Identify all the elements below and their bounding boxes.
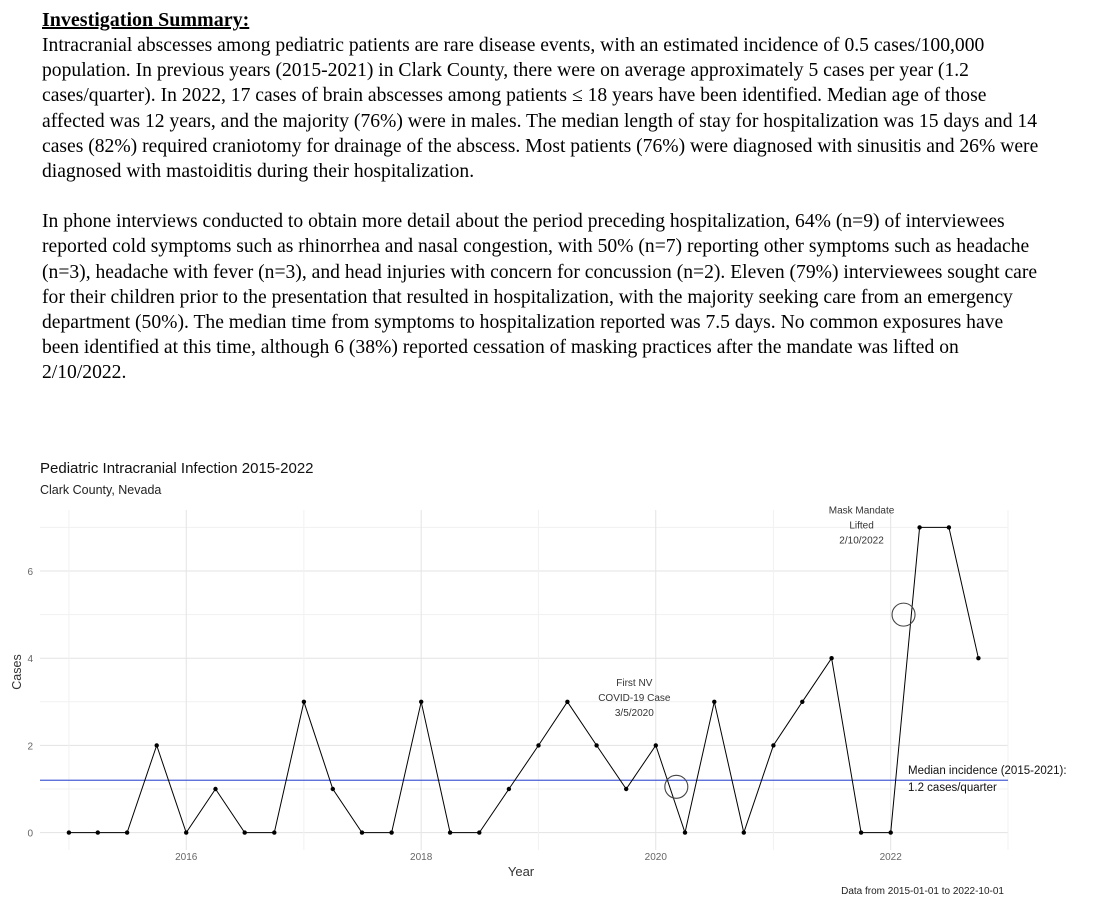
- data-point: [976, 656, 980, 660]
- y-axis-label: Cases: [10, 654, 24, 690]
- summary-heading: Investigation Summary:: [42, 9, 250, 31]
- chart-annotations: [598, 506, 915, 799]
- data-point: [331, 787, 335, 791]
- data-point: [947, 525, 951, 529]
- data-point: [536, 743, 540, 747]
- series-cases: [67, 525, 981, 835]
- data-point: [155, 743, 159, 747]
- data-point: [624, 787, 628, 791]
- data-point: [654, 743, 658, 747]
- x-axis-label: Year: [507, 864, 535, 879]
- data-point: [184, 830, 188, 834]
- y-tick-label: 4: [27, 654, 33, 666]
- x-tick-label: 2016: [175, 852, 198, 863]
- series-line: [69, 527, 979, 832]
- median-label: 1.2 cases/quarter: [908, 782, 997, 794]
- data-point: [889, 830, 893, 834]
- x-tick-label: 2018: [410, 852, 433, 863]
- chart-grid: [40, 510, 1008, 850]
- chart-subtitle: Clark County, Nevada: [40, 483, 162, 497]
- x-tick-label: 2020: [644, 852, 667, 863]
- summary-paragraph-2: In phone interviews conducted to obtain more detail about the period preceding hospitalization, 64% (n=9) of interviewees reported cold symptoms such as rhinorrhea and nasal congestion, with 50% (n=7) reporting other symptoms such as headache (n=3), headache with fever (n=3), and head injuries with concern for concussion (n=2). Eleven (79%) interviewees sought care for their children prior to the presentation that resulted in hospitalization, with the majority seeking care from an emergency department (50%). The median time from symptoms to hospitalization reported was 7.5 days. No common exposures have been identified at this time, although 6 (38%) reported cessation of masking practices after the mandate was lifted on 2/10/2022.: [42, 211, 1038, 384]
- data-point: [96, 830, 100, 834]
- annotation-label: Lifted: [849, 520, 874, 532]
- annotation-label: 3/5/2020: [614, 707, 654, 719]
- data-point: [448, 830, 452, 834]
- annotation-label: Mask Mandate: [828, 505, 895, 517]
- median-label: Median incidence (2015-2021):: [908, 765, 1067, 777]
- data-point: [125, 830, 129, 834]
- data-point: [829, 656, 833, 660]
- annotation-circle: [665, 775, 688, 798]
- data-point: [507, 787, 511, 791]
- data-point: [67, 830, 71, 834]
- annotation-label: First NV: [616, 677, 653, 689]
- chart-title: Pediatric Intracranial Infection 2015-2022: [40, 460, 314, 477]
- data-point: [389, 830, 393, 834]
- y-tick-label: 0: [27, 828, 33, 840]
- y-tick-label: 6: [27, 567, 33, 579]
- y-tick-label: 2: [27, 741, 33, 753]
- annotation-label: 2/10/2022: [839, 535, 884, 547]
- data-point: [477, 830, 481, 834]
- data-point: [272, 830, 276, 834]
- data-point: [594, 743, 598, 747]
- data-point: [243, 830, 247, 834]
- data-point: [683, 830, 687, 834]
- data-point: [360, 830, 364, 834]
- y-axis-ticks: [27, 567, 33, 840]
- data-point: [917, 525, 921, 529]
- data-point: [213, 787, 217, 791]
- x-axis-ticks: [175, 852, 902, 863]
- data-point: [712, 700, 716, 704]
- data-point: [742, 830, 746, 834]
- summary-paragraph-1: Intracranial abscesses among pediatric patients are rare disease events, with an estimated incidence of 0.5 cases/100,000 population. In previous years (2015-2021) in Clark County, there were on average approximately 5 cases per year (1.2 cases/quarter). In 2022, 17 cases of brain abscesses among patients ≤ 18 years have been identified. Median age of those affected was 12 years, and the majority (76%) were in males. The median length of stay for hospitalization was 15 days and 14 cases (82%) required craniotomy for drainage of the abscess. Most patients (76%) were diagnosed with sinusitis and 26% were diagnosed with mastoiditis during their hospitalization.: [42, 35, 1039, 183]
- annotation-label: COVID-19 Case: [598, 692, 671, 704]
- chart-caption: Data from 2015-01-01 to 2022-10-01: [841, 886, 1004, 897]
- data-point: [565, 700, 569, 704]
- data-point: [419, 700, 423, 704]
- data-point: [859, 830, 863, 834]
- x-tick-label: 2022: [879, 852, 902, 863]
- data-point: [800, 700, 804, 704]
- data-point: [771, 743, 775, 747]
- median-reference: [40, 765, 1067, 794]
- data-point: [302, 700, 306, 704]
